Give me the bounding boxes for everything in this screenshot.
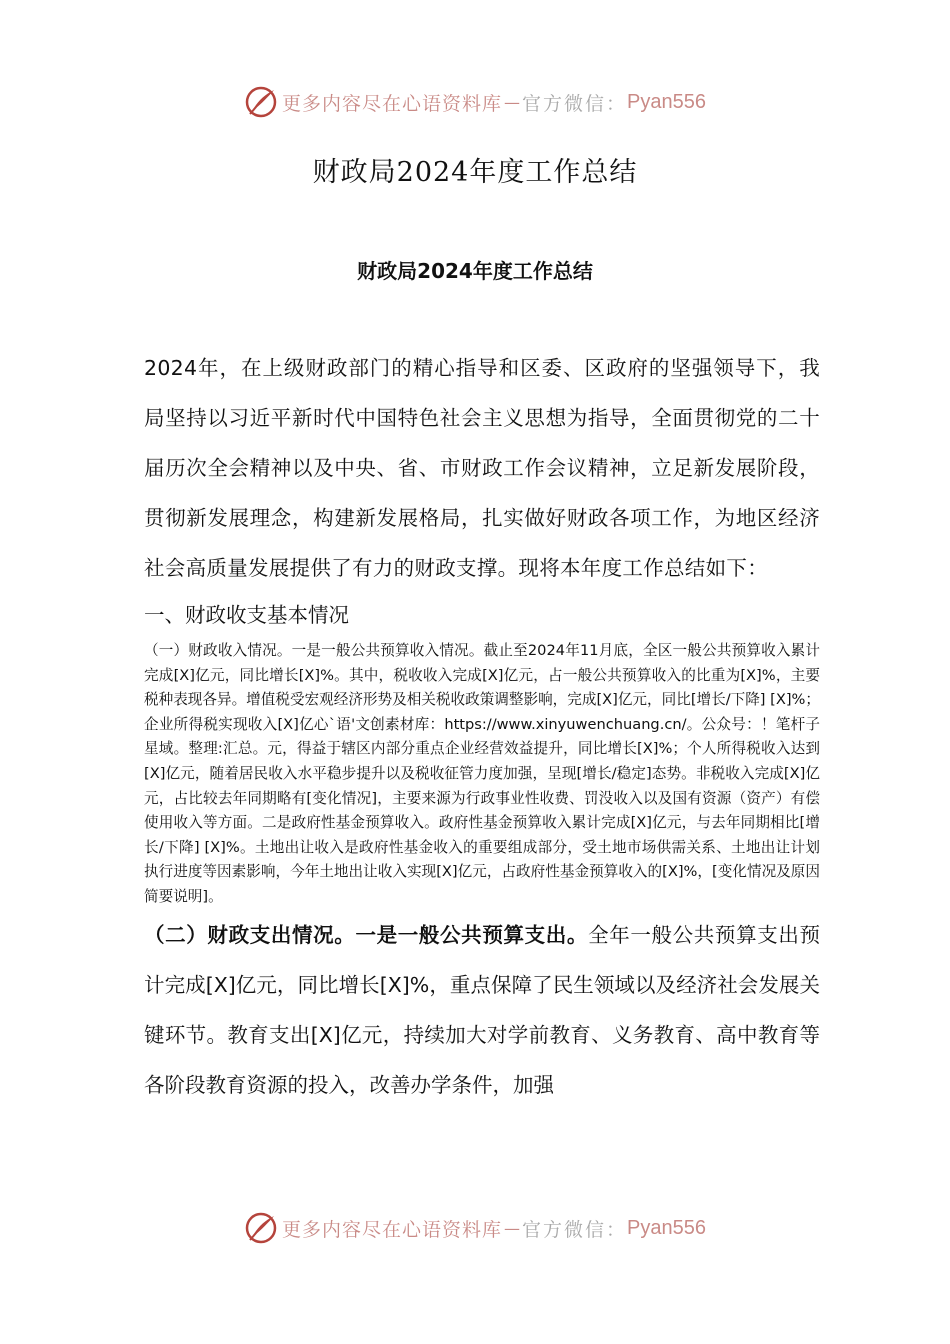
- watermark-id: Pyan556: [627, 1216, 706, 1239]
- watermark-id: Pyan556: [627, 90, 706, 113]
- document-body: [144, 343, 820, 1110]
- watermark-sub: 官方微信：: [522, 92, 628, 115]
- watermark-sub: 官方微信：: [522, 1218, 628, 1241]
- watermark-dash: —: [504, 92, 521, 112]
- expense-heading: （二）财政支出情况。一是一般公共预算支出。: [144, 922, 589, 947]
- section-heading: 一、财政收支基本情况: [144, 603, 349, 627]
- intro-paragraph: 2024年，在上级财政部门的精心指导和区委、区政府的坚强领导下，我局坚持以习近平新时代中国特色社会主义思想为指导，全面贯彻党的二十届历次全会精神以及中央、省、市财政工作会议精神，立足新发展阶段，贯彻新发展理念，构建新发展格局，扎实做好财政各项工作，为地区经济社会高质量发展提供了有力的财政支撑。现将本年度工作总结如下：: [144, 356, 820, 580]
- document-subtitle: 财政局2024年度工作总结: [357, 259, 593, 283]
- document-title: 财政局2024年度工作总结: [312, 157, 638, 188]
- watermark-header: [0, 82, 950, 122]
- watermark-footer: [0, 1208, 950, 1248]
- watermark-text: 更多内容尽在心语资料库: [282, 92, 503, 115]
- watermark-text: 更多内容尽在心语资料库: [282, 1218, 503, 1241]
- expense-paragraph: [144, 910, 820, 1110]
- income-paragraph: （一）财政收入情况。一是一般公共预算收入情况。截止至2024年11月底，全区一般公共预算收入累计完成[X]亿元，同比增长[X]%。其中，税收收入完成[X]亿元，占一般公共预算收入的比重为[X]%，主要税种表现各异。增值税受宏观经济形势及相关税收政策调整影响，完成[X]亿元，同比[增长/下降] [X]%；企业所得税实现收入[X]亿心`语'文创素材库：https://www.xinyuwenchuang.cn/。公众号：！笔杆子星域。整理:汇总。元，得益于辖区内部分重点企业经营效益提升，同比增长[X]%；个人所得税收入达到[X]亿元，随着居民收入水平稳步提升以及税收征管力度加强，呈现[增长/稳定]态势。非税收入完成[X]亿元，占比较去年同期略有[变化情况]，主要来源为行政事业性收费、罚没收入以及国有资源（资产）有偿使用收入等方面。二是政府性基金预算收入。政府性基金预算收入累计完成[X]亿元，与去年同期相比[增长/下降] [X]%。土地出让收入是政府性基金收入的重要组成部分，受土地市场供需关系、土地出让计划执行进度等因素影响，今年土地出让收入实现[X]亿元，占政府性基金预算收入的[X]%，[变化情况及原因简要说明]。: [144, 642, 820, 905]
- watermark-dash: —: [504, 1218, 521, 1238]
- quill-logo-icon: [244, 85, 278, 119]
- quill-logo-icon: [244, 1211, 278, 1245]
- expense-text: 全年一般公共预算支出预计完成[X]亿元，同比增长[X]%，重点保障了民生领域以及经济社会发展关键环节。教育支出[X]亿元，持续加大对学前教育、义务教育、高中教育等各阶段教育资源的投入，改善办学条件，加强: [144, 922, 821, 1097]
